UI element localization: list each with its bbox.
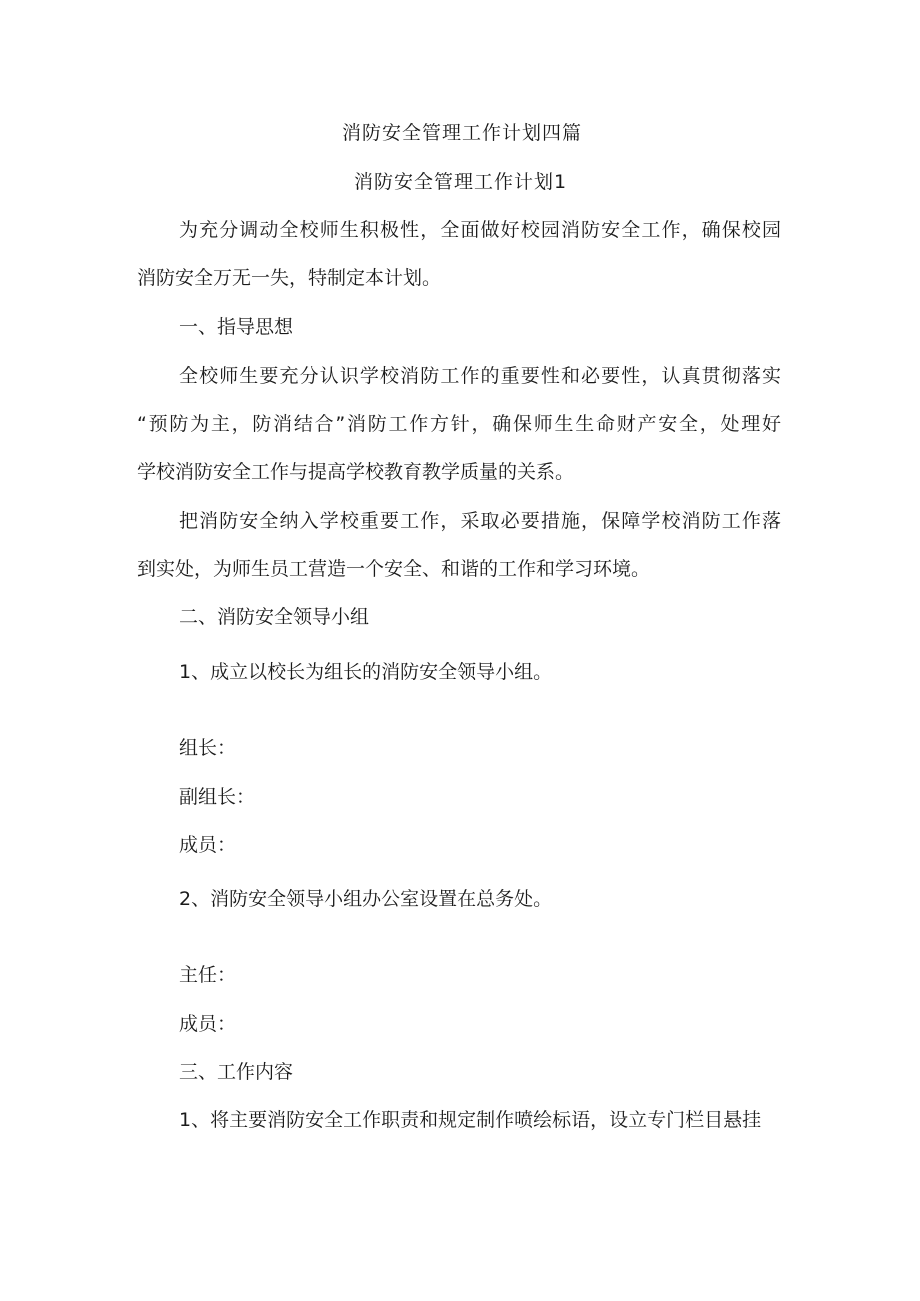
- members-label: 成员：: [179, 834, 237, 856]
- intro-line: 消防安全万无一失，特制定本计划。: [137, 267, 442, 289]
- leader-label: 组长：: [179, 737, 237, 759]
- paragraph-line: 全校师生要充分认识学校消防工作的重要性和必要性，认真贯彻落实: [179, 365, 781, 387]
- paragraph-line: 到实处，为师生员工营造一个安全、和谐的工作和学习环境。: [137, 558, 651, 580]
- director-label: 主任：: [179, 964, 237, 986]
- list-item-1: 1、成立以校长为组长的消防安全领导小组。: [179, 661, 553, 683]
- section-heading-work-content: 三、工作内容: [179, 1061, 294, 1083]
- paragraph-line: 把消防安全纳入学校重要工作，采取必要措施，保障学校消防工作落: [179, 510, 781, 532]
- paragraph-line: 学校消防安全工作与提高学校教育教学质量的关系。: [137, 461, 575, 483]
- document-title: 消防安全管理工作计划四篇: [342, 122, 583, 144]
- paragraph-line: “预防为主，防消结合”消防工作方针，确保师生生命财产安全，处理好: [137, 413, 781, 435]
- section-heading-guiding-ideology: 一、指导思想: [179, 316, 294, 338]
- section-heading-leadership-group: 二、消防安全领导小组: [179, 606, 370, 628]
- deputy-leader-label: 副组长：: [179, 786, 256, 808]
- list-item-2: 2、消防安全领导小组办公室设置在总务处。: [179, 888, 553, 910]
- document-subtitle: 消防安全管理工作计划1: [354, 171, 568, 193]
- intro-line: 为充分调动全校师生积极性，全面做好校园消防安全工作，确保校园: [179, 219, 781, 241]
- list-item-3: 1、将主要消防安全工作职责和规定制作喷绘标语，设立专门栏目悬挂: [179, 1109, 762, 1131]
- members-label: 成员：: [179, 1013, 237, 1035]
